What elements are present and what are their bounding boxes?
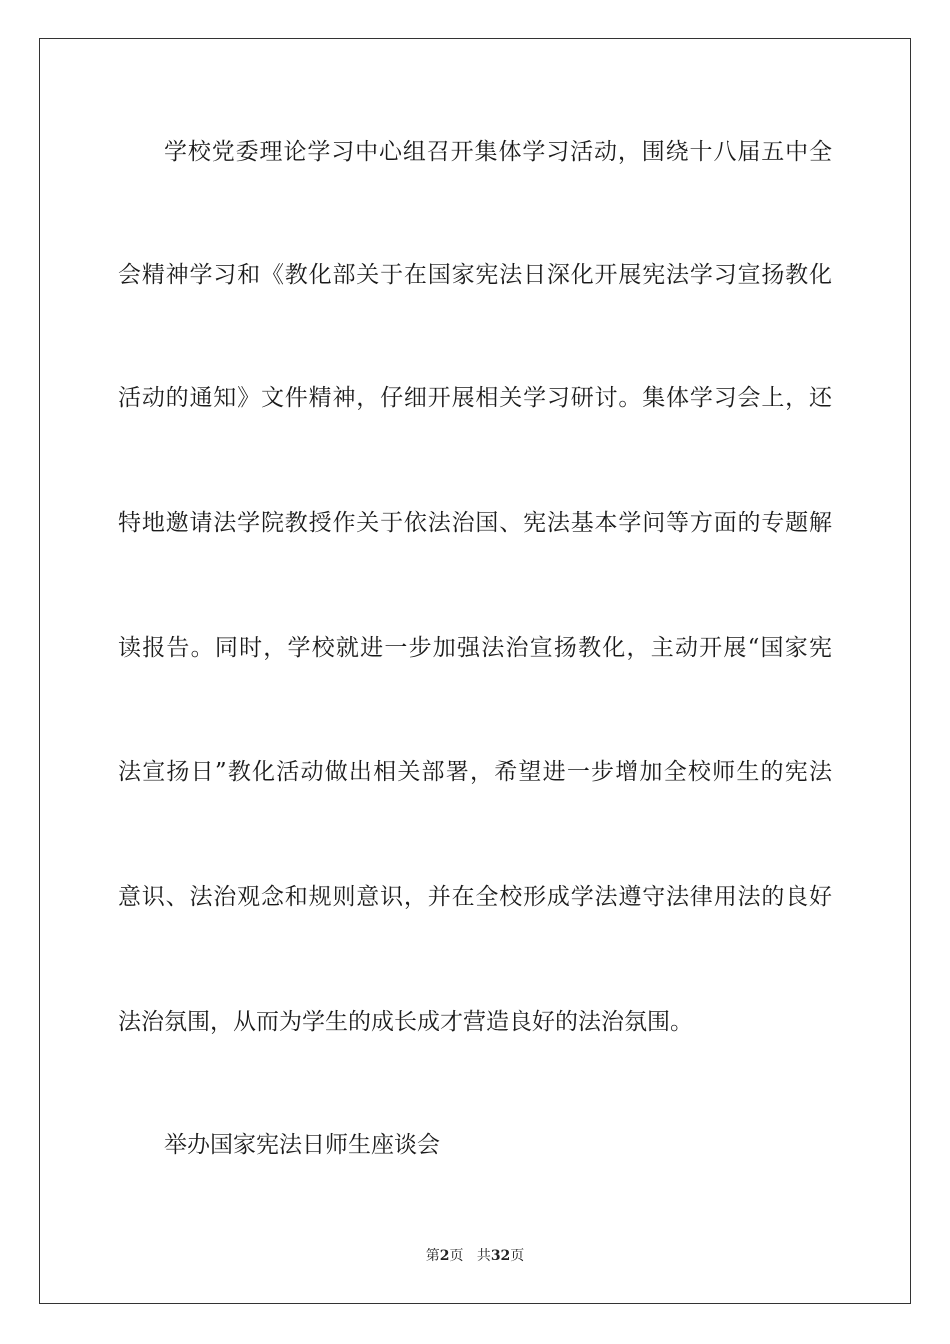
paragraph-line: 会精神学习和《教化部关于在国家宪法日深化开展宪法学习宣扬教化 [118,262,832,288]
paragraph-line: 学校党委理论学习中心组召开集体学习活动，围绕十八届五中全 [164,139,832,165]
page-suffix: 页 [449,1248,464,1264]
paragraph-line: 意识、法治观念和规则意识，并在全校形成学法遵守法律用法的良好 [118,884,832,910]
page-footer [0,1247,950,1265]
paragraph-line: 法治氛围，从而为学生的成长成才营造良好的法治氛围。 [118,1009,693,1035]
paragraph-line: 读报告。同时，学校就进一步加强法治宣扬教化，主动开展“国家宪 [118,635,832,661]
paragraph-line: 特地邀请法学院教授作关于依法治国、宪法基本学问等方面的专题解 [118,510,832,536]
page-prefix: 第 [425,1248,440,1264]
total-pages: 32 [490,1248,511,1264]
paragraph-line: 活动的通知》文件精神，仔细开展相关学习研讨。集体学习会上，还 [118,385,832,411]
page-number: 2 [439,1248,450,1264]
page-border [39,38,911,1304]
total-suffix: 页 [510,1248,525,1264]
total-prefix: 共 [476,1248,491,1264]
section-heading: 举办国家宪法日师生座谈会 [164,1132,440,1158]
paragraph-line: 法宣扬日”教化活动做出相关部署，希望进一步增加全校师生的宪法 [118,759,832,785]
